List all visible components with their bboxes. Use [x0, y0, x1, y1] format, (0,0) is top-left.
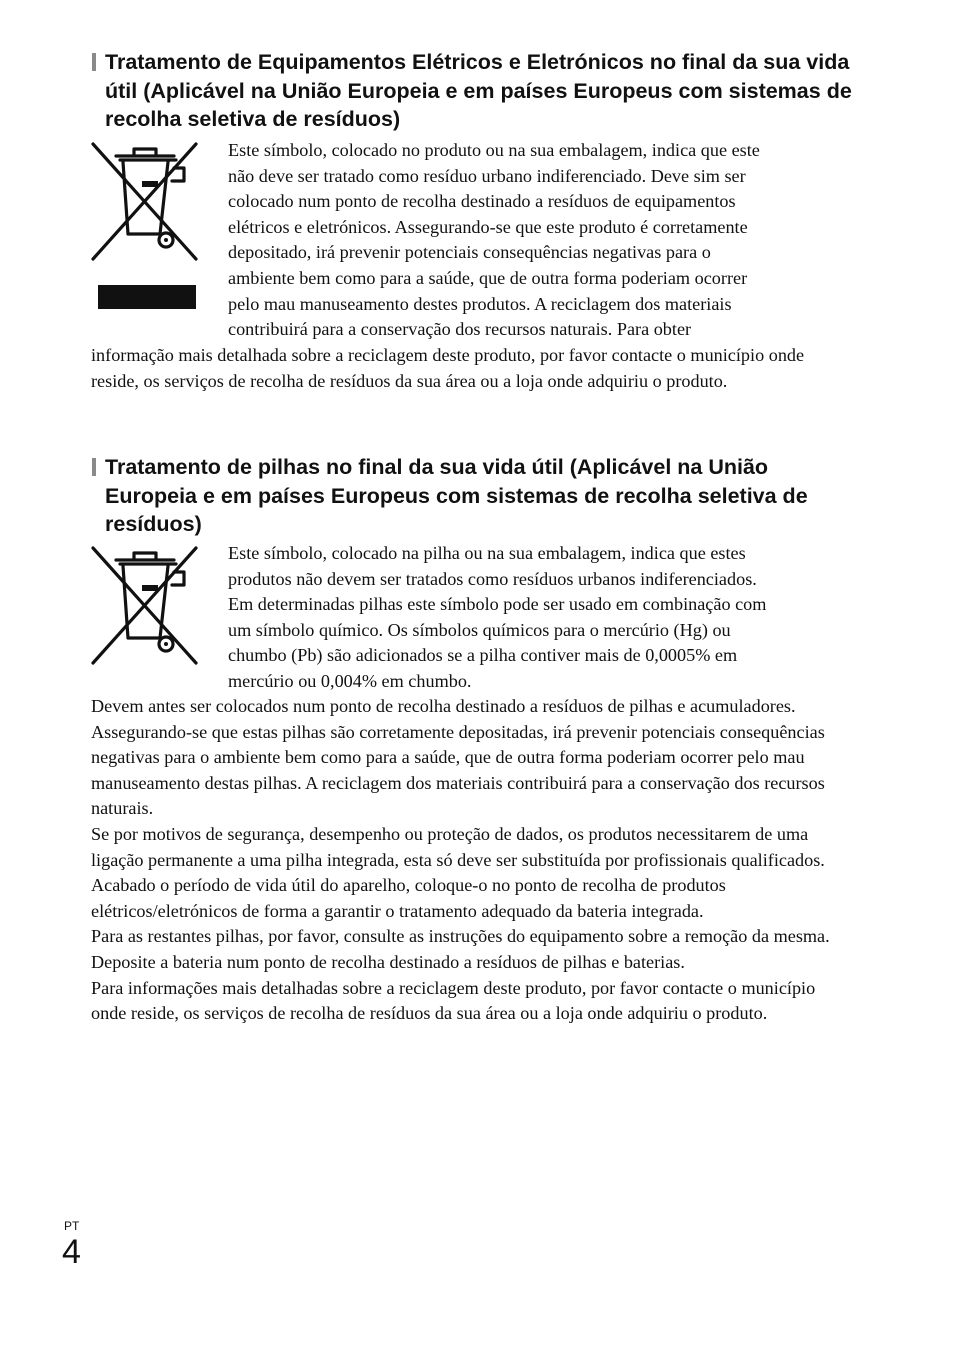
paragraph: Para as restantes pilhas, por favor, consulte as instruções do equipamento sobre a remoção da mesma. Deposite a bateria num ponto de recolha destinado a resíduos de pilhas e baterias.: [91, 926, 830, 972]
text-line: não deve ser tratado como resíduo urbano indiferenciado. Deve sim ser: [228, 165, 746, 186]
text-line: contribuirá para a conservação dos recursos naturais. Para obter: [228, 319, 692, 340]
section1-continuation: informação mais detalhada sobre a reciclagem deste produto, por favor contacte o município onde reside, os serviços de recolha de resíduos da sua área ou a loja onde adquiriu o produto.: [91, 345, 805, 391]
section1-intro: [228, 138, 868, 343]
text-line: ambiente bem como para a saúde, que de outra forma poderiam ocorrer: [228, 267, 748, 288]
section2-intro: [228, 541, 868, 695]
language-code: PT: [64, 1219, 80, 1233]
text-line: um símbolo químico. Os símbolos químicos para o mercúrio (Hg) ou: [228, 619, 731, 640]
paragraph: Para informações mais detalhadas sobre a reciclagem deste produto, por favor contacte o município onde reside, os serviços de recolha de resíduos da sua área ou a loja onde adquiriu o produto.: [91, 977, 816, 1024]
page-number: 4: [62, 1233, 81, 1271]
text-line: depositado, irá prevenir potenciais consequências negativas para o: [228, 242, 711, 263]
section2-body: [91, 694, 843, 1027]
text-line: Este símbolo, colocado na pilha ou na sua embalagem, indica que estes: [228, 543, 746, 563]
crossed-out-wheelie-bin-icon: [90, 545, 200, 672]
section1-heading-text: Tratamento de Equipamentos Elétricos e Eletrónicos no final da sua vida útil (Aplicável na União Europeia e em países Europeus com sistemas de recolha seletiva de resíduos): [105, 50, 852, 131]
section2-heading-text: Tratamento de pilhas no final da sua vida útil (Aplicável na União Europeia e em países Europeus com sistemas de recolha seletiva de resíduos): [105, 455, 808, 536]
section1-heading: [92, 48, 852, 134]
paragraph: Assegurando-se que estas pilhas são corretamente depositadas, irá prevenir potenciais consequências negativas para o ambiente bem como para a saúde, que de outra forma poderiam ocorrer pelo mau manuseamento destas pilhas. A reciclagem dos materiais contribuirá para a conservação dos recursos naturais.: [91, 721, 825, 819]
text-line: Este símbolo, colocado no produto ou na sua embalagem, indica que este: [228, 140, 760, 160]
text-line: pelo mau manuseamento destes produtos. A reciclagem dos materiais: [228, 293, 732, 314]
paragraph: Se por motivos de segurança, desempenho ou proteção de dados, os produtos necessitarem de uma ligação permanente a uma pilha integrada, esta só deve ser substituída por profissionais qualificados.: [91, 823, 825, 870]
paragraph: Acabado o período de vida útil do aparelho, coloque-o no ponto de recolha de produtos elétricos/eletrónicos de forma a garantir o tratamento adequado da bateria integrada.: [91, 875, 726, 921]
text-line: Em determinadas pilhas este símbolo pode ser usado em combinação com: [228, 594, 767, 615]
section-marker: [92, 53, 96, 71]
text-line: elétricos e eletrónicos. Assegurando-se que este produto é corretamente: [228, 216, 748, 237]
text-line: produtos não devem ser tratados como resíduos urbanos indiferenciados.: [228, 568, 757, 589]
text-line: chumbo (Pb) são adicionados se a pilha contiver mais de 0,0005% em: [228, 645, 738, 666]
crossed-out-wheelie-bin-with-bar-icon: [90, 141, 200, 318]
paragraph: Devem antes ser colocados num ponto de recolha destinado a resíduos de pilhas e acumuladores.: [91, 696, 796, 716]
text-line: colocado num ponto de recolha destinado a resíduos de equipamentos: [228, 191, 736, 212]
section-marker: [92, 458, 96, 476]
text-line: mercúrio ou 0,004% em chumbo.: [228, 670, 472, 691]
section2-heading: [92, 453, 852, 539]
